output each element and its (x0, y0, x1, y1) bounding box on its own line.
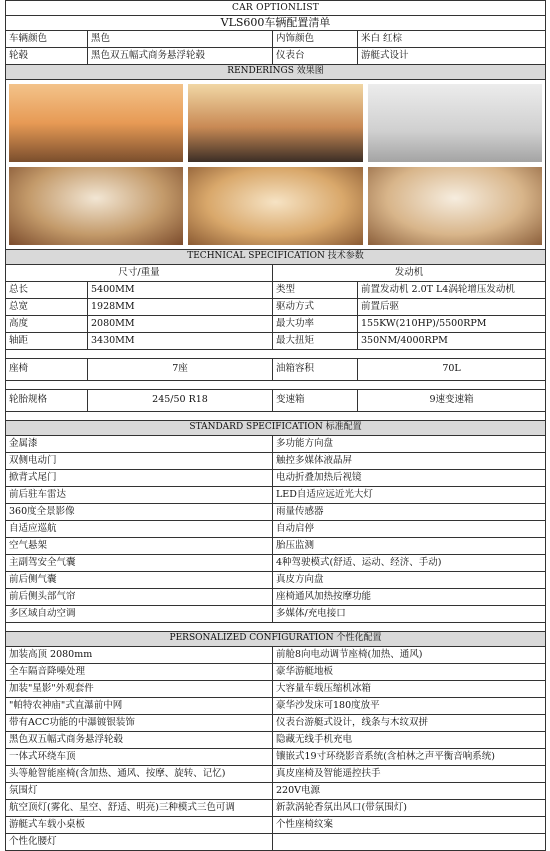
table-cell: 350NM/4000RPM (358, 333, 546, 350)
spacer-row (6, 412, 546, 421)
value-cell: 游艇式设计 (358, 48, 546, 65)
standard-row (6, 521, 546, 538)
table-cell: 155KW(210HP)/5500RPM (358, 316, 546, 333)
table-cell: 轴距 (6, 333, 88, 350)
spec-row (6, 359, 546, 381)
personalized-row (6, 800, 546, 817)
standard-row (6, 504, 546, 521)
table-cell: LED自适应远近光大灯 (273, 487, 546, 504)
label-cell: 仪表台 (273, 48, 358, 65)
table-cell: 自动启停 (273, 521, 546, 538)
section-row (6, 421, 546, 436)
personalized-row (6, 749, 546, 766)
table-cell: 轮胎规格 (6, 390, 88, 412)
table-cell: 真皮方向盘 (273, 572, 546, 589)
table-cell: 油箱容积 (273, 359, 358, 381)
personalized-row (6, 817, 546, 834)
van-exterior-front-3quarter-sunset (9, 84, 183, 162)
table-cell: 多媒体/充电接口 (273, 606, 546, 623)
standard-row (6, 589, 546, 606)
label-cell: 内饰颜色 (273, 31, 358, 48)
spec-row (6, 282, 546, 299)
table-cell: 自适应巡航 (6, 521, 273, 538)
table-cell: 加装高顶 2080mm (6, 647, 273, 664)
table-cell: 主副驾安全气囊 (6, 555, 273, 572)
table-cell: 氛围灯 (6, 783, 273, 800)
table-cell: 座椅 (6, 359, 88, 381)
table-cell: 驱动方式 (273, 299, 358, 316)
personalized-row (6, 698, 546, 715)
table-cell: 雨量传感器 (273, 504, 546, 521)
table-cell: "帕特农神庙"式直瀑前中网 (6, 698, 273, 715)
standard-row (6, 470, 546, 487)
personalized-row (6, 834, 546, 851)
table-cell: 220V电源 (273, 783, 546, 800)
interior-cabin-ceiling-lights (188, 167, 362, 245)
table-cell: 游艇式车载小桌板 (6, 817, 273, 834)
label-cell: 车辆颜色 (6, 31, 88, 48)
table-cell: 前置后驱 (358, 299, 546, 316)
personalized-row (6, 647, 546, 664)
personalized-row (6, 664, 546, 681)
table-cell: 豪华沙发床可180度放平 (273, 698, 546, 715)
section-header-renderings: RENDERINGS 效果图 (6, 65, 546, 80)
spacer-row (6, 381, 546, 390)
table-cell: 金属漆 (6, 436, 273, 453)
table-cell: 总长 (6, 282, 88, 299)
table-cell: 最大功率 (273, 316, 358, 333)
table-cell (273, 834, 546, 851)
standard-row (6, 538, 546, 555)
section-header-technical: TECHNICAL SPECIFICATION 技术参数 (6, 250, 546, 265)
personalized-row (6, 766, 546, 783)
table-cell: 前舱8向电动调节座椅(加热、通风) (273, 647, 546, 664)
table-cell: 个性化腰灯 (6, 834, 273, 851)
table-cell: 镶嵌式19寸环绕影音系统(含柏林之声平衡音响系统) (273, 749, 546, 766)
renderings-cell (6, 80, 546, 250)
table-cell: 黑色双五幅式商务悬浮轮毂 (6, 732, 273, 749)
basic-row (6, 48, 546, 65)
table-cell: 9速变速箱 (358, 390, 546, 412)
standard-row (6, 572, 546, 589)
spec-row (6, 390, 546, 412)
table-cell: 最大扭矩 (273, 333, 358, 350)
table-cell: 带有ACC功能的中瀑镀银装饰 (6, 715, 273, 732)
table-cell: 掀背式尾门 (6, 470, 273, 487)
interior-cabin-rear-view (9, 167, 183, 245)
table-cell: 类型 (273, 282, 358, 299)
table-cell: 360度全景影像 (6, 504, 273, 521)
van-exterior-side-city (188, 84, 362, 162)
table-cell: 多功能方向盘 (273, 436, 546, 453)
document-title: CAR OPTIONLIST (6, 1, 546, 16)
table-cell: 高度 (6, 316, 88, 333)
technical-right-head: 发动机 (273, 265, 546, 282)
table-cell: 前后侧头部气帘 (6, 589, 273, 606)
table-cell: 5400MM (88, 282, 273, 299)
table-cell: 前后侧气囊 (6, 572, 273, 589)
table-cell: 多区域自动空调 (6, 606, 273, 623)
spacer-cell (6, 623, 546, 632)
standard-row (6, 453, 546, 470)
table-cell: 真皮座椅及智能遥控扶手 (273, 766, 546, 783)
standard-row (6, 606, 546, 623)
spec-row (6, 299, 546, 316)
table-cell: 245/50 R18 (88, 390, 273, 412)
basic-row (6, 31, 546, 48)
table-cell: 1928MM (88, 299, 273, 316)
personalized-row (6, 715, 546, 732)
standard-row (6, 555, 546, 572)
table-cell: 加装"星影"外观套件 (6, 681, 273, 698)
personalized-row (6, 783, 546, 800)
spacer-cell (6, 412, 546, 421)
table-cell: 隐藏无线手机充电 (273, 732, 546, 749)
spec-row (6, 316, 546, 333)
section-header-personalized: PERSONALIZED CONFIGURATION 个性化配置 (6, 632, 546, 647)
table-cell: 2080MM (88, 316, 273, 333)
section-row (6, 632, 546, 647)
spacer-cell (6, 350, 546, 359)
value-cell: 黑色 (88, 31, 273, 48)
standard-row (6, 436, 546, 453)
table-cell: 70L (358, 359, 546, 381)
table-cell: 航空顶灯(雾化、星空、舒适、明亮)三种模式三色可调 (6, 800, 273, 817)
table-cell: 胎压监测 (273, 538, 546, 555)
table-cell: 个性座椅纹案 (273, 817, 546, 834)
table-cell: 7座 (88, 359, 273, 381)
table-cell: 空气悬架 (6, 538, 273, 555)
technical-left-head: 尺寸/重量 (6, 265, 273, 282)
spacer-row (6, 350, 546, 359)
config-sheet (5, 0, 545, 851)
table-cell: 豪华游艇地板 (273, 664, 546, 681)
van-exterior-front-studio (368, 84, 542, 162)
spec-row (6, 333, 546, 350)
personalized-row (6, 732, 546, 749)
value-cell: 米白 红棕 (358, 31, 546, 48)
table-cell: 总宽 (6, 299, 88, 316)
personalized-row (6, 681, 546, 698)
table-cell: 仪表台游艇式设计，线条与木纹双拼 (273, 715, 546, 732)
table-cell: 头等舱智能座椅(含加热、通风、按摩、旋转、记忆) (6, 766, 273, 783)
table-cell: 前置发动机 2.0T L4涡轮增压发动机 (358, 282, 546, 299)
table-cell: 座椅通风加热按摩功能 (273, 589, 546, 606)
table-cell: 3430MM (88, 333, 273, 350)
table-cell: 触控多媒体液晶屏 (273, 453, 546, 470)
table-cell: 一体式环绕车顶 (6, 749, 273, 766)
value-cell: 黑色双五幅式商务悬浮轮毂 (88, 48, 273, 65)
spacer-row (6, 623, 546, 632)
table-cell: 全车隔音降噪处理 (6, 664, 273, 681)
section-header-standard: STANDARD SPECIFICATION 标准配置 (6, 421, 546, 436)
table-cell: 前后驻车雷达 (6, 487, 273, 504)
photo-grid (6, 80, 545, 249)
interior-cabin-front-view (368, 167, 542, 245)
table-cell: 大容量车载压缩机冰箱 (273, 681, 546, 698)
standard-row (6, 487, 546, 504)
spacer-cell (6, 381, 546, 390)
config-table (5, 0, 546, 851)
table-cell: 4种驾驶模式(舒适、运动、经济、手动) (273, 555, 546, 572)
label-cell: 轮毂 (6, 48, 88, 65)
document-subtitle: VLS600车辆配置清单 (6, 16, 546, 31)
table-cell: 电动折叠加热后视镜 (273, 470, 546, 487)
table-cell: 新款涡轮香氛出风口(带氛围灯) (273, 800, 546, 817)
table-cell: 双侧电动门 (6, 453, 273, 470)
table-cell: 变速箱 (273, 390, 358, 412)
